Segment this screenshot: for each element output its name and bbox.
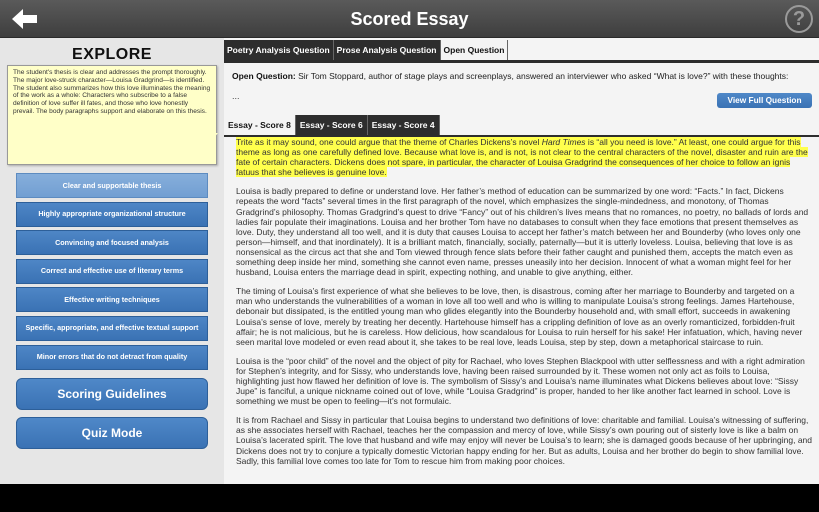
- criterion-tooltip: The student's thesis is clear and addresses the prompt thoroughly. The major love-struck character—Louisa Gradgrind—is identified. The student also summarizes how this love illuminates the meaning of the work as a whole: Characters who subscribe to a false definition of love suffer ill fates, and those who love honestly prevail. The body paragraphs support and elaborate on this thesis.: [7, 65, 217, 165]
- highlighted-thesis-b: is “all you need is love.” At least, one could argue for this theme as long as one carefully defined love. Because what love is, and is not, is not clear to the central characters of the novel, disaster and ruin are the fate of certain characters. Dickens does not spare, in particular, the character of Louisa Gradgrind the consequences of her choice to follow an ignis fatuus that she believes is genuine love.: [236, 137, 808, 178]
- main-panel: [224, 38, 819, 484]
- question-text: [232, 71, 812, 81]
- tooltip-tail: [206, 133, 218, 147]
- tab-essay-score-6[interactable]: Essay - Score 6: [296, 115, 368, 135]
- question-body: Sir Tom Stoppard, author of stage plays and screenplays, answered an interviewer who asked “What is love?” with these thoughts:: [295, 71, 789, 81]
- help-icon[interactable]: ?: [785, 5, 813, 33]
- scoring-guidelines-button[interactable]: Scoring Guidelines: [16, 378, 208, 410]
- page-title: Scored Essay: [350, 9, 469, 29]
- criterion-literary-terms[interactable]: Correct and effective use of literary terms: [16, 259, 208, 284]
- essay-body[interactable]: [236, 137, 813, 484]
- essay-paragraph-2: Louisa is badly prepared to define or understand love. Her father’s method of education can be summarized by one word: “Facts.” In fact, Dickens repeats the word “facts” several times in the first paragraph of the novel, which emphasizes the single-mindedness, and monotony, of Thomas Gradgrind’s philosophy. Thomas Gradgrind’s quest to drive “Fancy” out of his children’s lives means that no romances, no poetry, no ballads of lords and ladies fair populate their imaginations. Louisa and her brother Tom have no databases to consult when they face emotions that present themselves as love. Duty, they understand all too well, and it is duty that causes Louisa to accept her father’s match between her and Bounderby (who loves only one person—himself, and that inordinately). It is a brilliant match, financially, socially, paternally—but it is utterly loveless. Louisa, believing that love is as nonsensical as the circus act that she and Tom viewed through fence slats before their father caught and punished them, accepts the match even as something deep inside her mind, something she cannot even name, presses uneasily into her decision. Innocent of what a woman might feel for her husband, Louisa enters the marriage dead in spirit, expecting nothing, and unable to give anything, either.: [236, 186, 809, 278]
- highlighted-thesis-a: Trite as it may sound, one could argue that the theme of Charles Dickens’s novel: [236, 137, 542, 147]
- criterion-organizational-structure[interactable]: Highly appropriate organizational structure: [16, 202, 208, 227]
- question-label: Open Question:: [232, 71, 296, 81]
- tab-essay-score-8[interactable]: Essay - Score 8: [224, 115, 296, 135]
- system-nav-bar: [0, 484, 819, 512]
- essay-tabs: [224, 115, 440, 135]
- criteria-list: [16, 173, 208, 373]
- quiz-mode-button[interactable]: Quiz Mode: [16, 417, 208, 449]
- view-full-question-button[interactable]: View Full Question: [717, 93, 812, 108]
- criterion-writing-techniques[interactable]: Effective writing techniques: [16, 287, 208, 312]
- essay-paragraph-1: [236, 137, 813, 177]
- criterion-minor-errors[interactable]: Minor errors that do not detract from quality: [16, 345, 208, 370]
- question-tabs-divider: [224, 60, 819, 63]
- criterion-clear-thesis[interactable]: Clear and supportable thesis: [16, 173, 208, 198]
- header-bar: [0, 0, 819, 38]
- tab-prose-analysis[interactable]: Prose Analysis Question: [334, 40, 441, 60]
- criterion-textual-support[interactable]: Specific, appropriate, and effective textual support: [16, 316, 208, 341]
- question-ellipsis: ...: [232, 91, 240, 101]
- highlighted-title: Hard Times: [541, 137, 586, 147]
- essay-paragraph-3: The timing of Louisa’s first experience of what she believes to be love, then, is disastrous, coming after her marriage to Bounderby and targeted on a man who understands the vulnerabilities of a woman in love all too well and who is willing to manipulate Louisa’s strong feelings. James Hartehouse, debonair but dissipated, is the entitled young man who glides elegantly into the Bounderby household and, with small effort, succeeds in awakening Louisa’s sense of love, merely by treating her decently. Hartehouse himself has a crippling definition of love as an overly romanticized, forbidden-fruit affair; he is not malicious, but he is careless. How delicious, how scandalous for Louisa to ruin herself for his sake! Her infatuation, which, having never seen marital love modeled or even read about it, she takes to be real love, leads Louisa, step by step, down a metaphorical staircase to ruin.: [236, 286, 803, 347]
- sidebar: [0, 38, 224, 484]
- essay-paragraph-4: Louisa is the “poor child” of the novel and the object of pity for Rachael, who loves Stephen Blackpool with utter selflessness and with a right admiration for Stephen’s integrity, and for Sissy, who understands love, having been raised surrounded by it. These women not only act as foils to Louisa, highlighting just how flawed her definition of love is. The symbolism of Sissy’s and Louisa’s name illuminates what Dickens believes about love: “Sissy Jupe” is fanciful, a unique nickname coined out of love, while “Louisa Gradgrind” is proper, handed to her like another fact learned in school. Love is something we must be open to feeling—it’s not formulaic.: [236, 355, 805, 407]
- question-tabs: [224, 40, 508, 60]
- tab-essay-score-4[interactable]: Essay - Score 4: [368, 115, 440, 135]
- tab-open-question[interactable]: Open Question: [441, 40, 509, 60]
- tab-poetry-analysis[interactable]: Poetry Analysis Question: [224, 40, 334, 60]
- criterion-focused-analysis[interactable]: Convincing and focused analysis: [16, 230, 208, 255]
- explore-title: EXPLORE: [72, 46, 152, 63]
- essay-paragraph-5: It is from Rachael and Sissy in particular that Louisa begins to understand two definitions of love: charitable and familial. Louisa’s witnessing of suffering, as she associates herself with Rachael, teaches her the compassion and mercy of love, while Sissy’s own pouring out of sisterly love is like a balm on Louisa’s lacerated spirit. The love that husband and wife may enjoy will never be Louisa’s to learn; she is damaged goods because of her upbringing, and Dickens does not try to conjure a typically domestic Victorian happy ending for her. But as adults, Louisa and her brother do begin to show familial love. Sadly, this familial love comes too late for Tom to rescue him from making poor choices.: [236, 415, 813, 466]
